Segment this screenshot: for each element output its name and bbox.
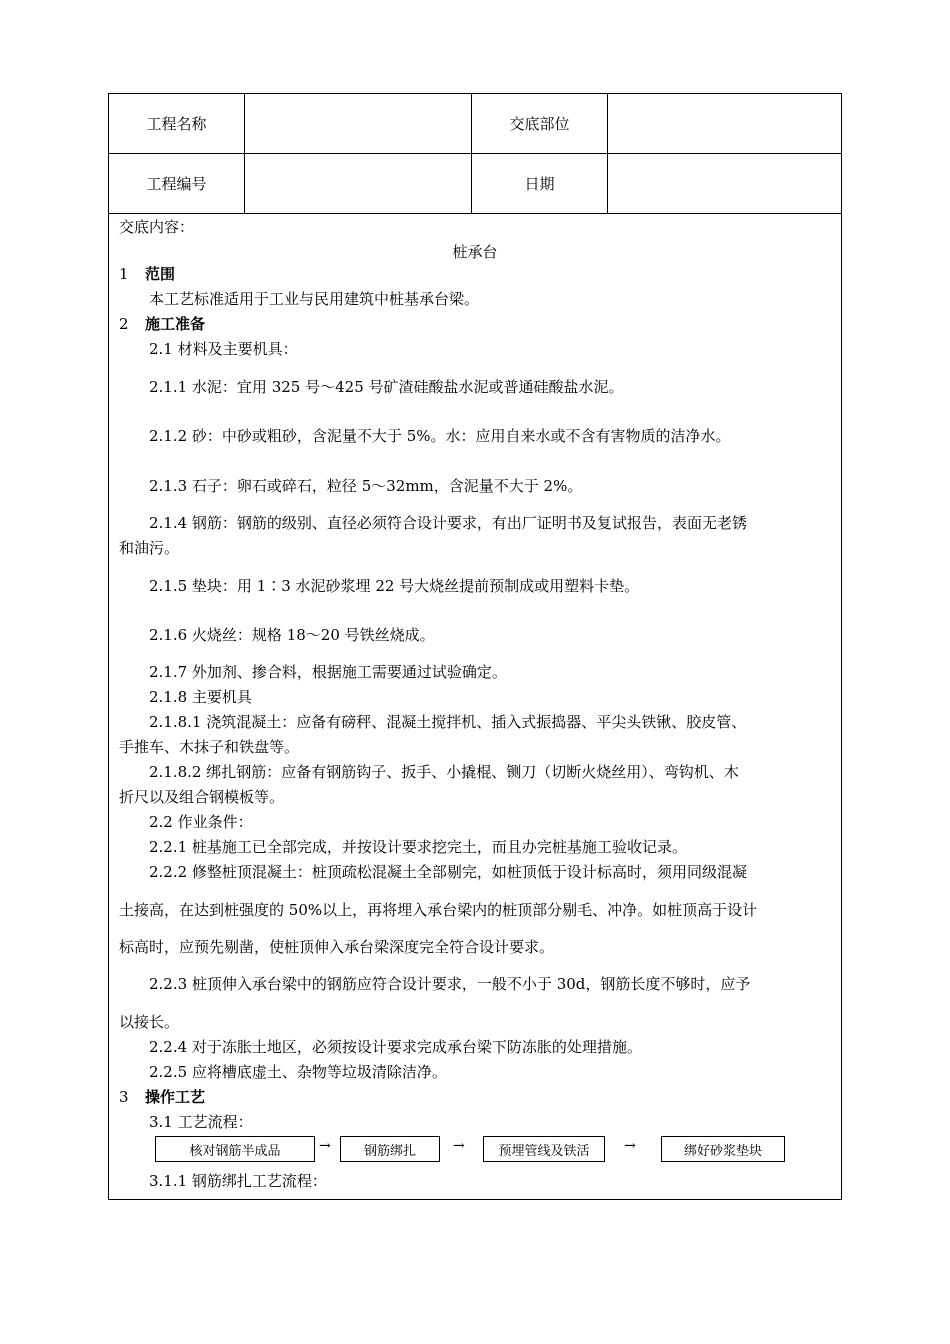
- project-no-label: 工程编号: [109, 154, 245, 213]
- content-intro: 交底内容：: [119, 218, 195, 236]
- para-2-2-2-line1: 2.2.2 修整桩顶混凝土：桩顶疏松混凝土全部剔完，如桩顶低于设计标高时，须用同级混凝: [149, 863, 747, 881]
- date-label: 日期: [472, 154, 608, 213]
- flow-arrow-icon: →: [319, 1138, 331, 1154]
- flow-step-1: 核对钢筋半成品: [155, 1136, 315, 1162]
- para-2-1-8-1-line2: 手推车、木抹子和铁盘等。: [119, 738, 300, 756]
- para-2-2-3-line1: 2.2.3 桩顶伸入承台梁中的钢筋应符合设计要求，一般不小于 30d，钢筋长度不够时，应予: [149, 975, 751, 993]
- section-1-text: 本工艺标准适用于工业与民用建筑中桩基承台梁。: [149, 290, 480, 308]
- para-3-1-1: 3.1.1 钢筋绑扎工艺流程：: [149, 1172, 327, 1190]
- para-2-2-5: 2.2.5 应将槽底虚土、杂物等垃圾清除洁净。: [149, 1063, 447, 1081]
- para-2-2-2-line3: 标高时，应预先剔凿，使桩顶伸入承台梁深度完全符合设计要求。: [119, 938, 555, 956]
- project-name-field[interactable]: [245, 94, 472, 153]
- para-2-1-1: 2.1.1 水泥：宜用 325 号～425 号矿渣硅酸盐水泥或普通硅酸盐水泥。: [149, 378, 624, 396]
- flow-arrow-icon: →: [453, 1138, 465, 1154]
- para-2-2-2-line2: 土接高，在达到桩强度的 50%以上，再将埋入承台梁内的桩顶部分剔毛、冲净。如桩顶高于设计: [119, 901, 758, 919]
- para-3-1: 3.1 工艺流程：: [149, 1113, 253, 1131]
- para-2-1-8-1-line1: 2.1.8.1 浇筑混凝土：应备有磅秤、混凝土搅拌机、插入式振捣器、平尖头铁锹、胶皮管、: [149, 713, 747, 731]
- para-2-1-4-line2: 和油污。: [119, 539, 180, 557]
- para-2-2: 2.2 作业条件：: [149, 813, 253, 831]
- para-2-1-8-2-line1: 2.1.8.2 绑扎钢筋：应备有钢筋钩子、扳手、小撬棍、铡刀（切断火烧丝用）、弯钩机、木: [149, 763, 739, 781]
- section-2-title: 施工准备: [145, 315, 206, 333]
- header-row-2: [109, 154, 841, 214]
- project-no-field[interactable]: [245, 154, 472, 213]
- para-2-1: 2.1 材料及主要机具：: [149, 340, 298, 358]
- section-1-title: 范围: [145, 265, 176, 283]
- para-2-1-5: 2.1.5 垫块：用 1∶3 水泥砂浆埋 22 号大烧丝提前预制成或用塑料卡垫。: [149, 577, 640, 595]
- section-3-title: 操作工艺: [145, 1088, 206, 1106]
- para-2-1-2: 2.1.2 砂：中砂或粗砂，含泥量不大于 5%。水：应用自来水或不含有害物质的洁净水。: [149, 427, 731, 445]
- para-2-1-8-2-line2: 折尺以及组合钢模板等。: [119, 788, 285, 806]
- section-3-number: 3: [119, 1088, 129, 1106]
- para-2-1-8: 2.1.8 主要机具: [149, 688, 252, 706]
- flow-step-4: 绑好砂浆垫块: [661, 1136, 785, 1162]
- flow-arrow-icon: →: [624, 1138, 636, 1154]
- para-2-2-3-line2: 以接长。: [119, 1013, 180, 1031]
- para-2-2-1: 2.2.1 桩基施工已全部完成，并按设计要求挖完土，而且办完桩基施工验收记录。: [149, 838, 687, 856]
- section-1-number: 1: [119, 265, 129, 283]
- project-name-label: 工程名称: [109, 94, 245, 153]
- flow-step-2: 钢筋绑扎: [340, 1136, 440, 1162]
- doc-title: 桩承台: [452, 243, 498, 261]
- para-2-1-6: 2.1.6 火烧丝：规格 18～20 号铁丝烧成。: [149, 626, 435, 644]
- part-label: 交底部位: [472, 94, 608, 153]
- para-2-1-3: 2.1.3 石子：卵石或碎石，粒径 5～32mm，含泥量不大于 2%。: [149, 477, 583, 495]
- flow-step-3: 预埋管线及铁活: [483, 1136, 605, 1162]
- para-2-1-4-line1: 2.1.4 钢筋：钢筋的级别、直径必须符合设计要求，有出厂证明书及复试报告，表面无老锈: [149, 514, 747, 532]
- para-2-1-7: 2.1.7 外加剂、掺合料，根据施工需要通过试验确定。: [149, 663, 507, 681]
- part-field[interactable]: [608, 94, 841, 153]
- section-2-number: 2: [119, 315, 129, 333]
- disclosure-form: [108, 93, 842, 1200]
- date-field[interactable]: [608, 154, 841, 213]
- para-2-2-4: 2.2.4 对于冻胀土地区，必须按设计要求完成承台梁下防冻胀的处理措施。: [149, 1038, 642, 1056]
- header-row-1: [109, 94, 841, 154]
